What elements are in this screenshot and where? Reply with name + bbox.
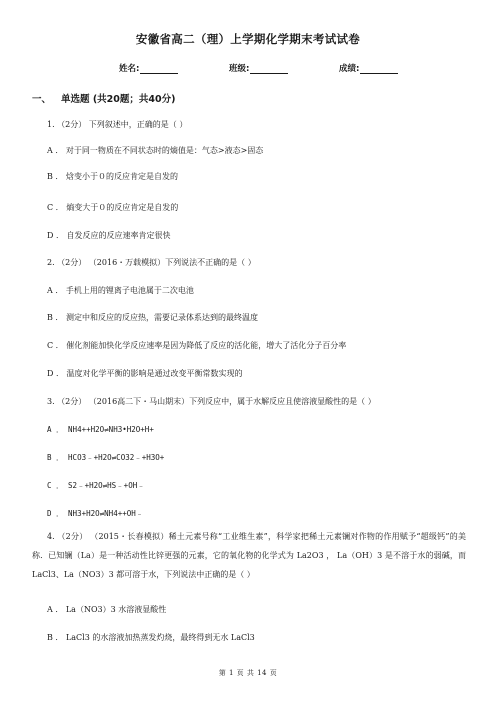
- score-blank: [360, 64, 398, 74]
- section-heading: [32, 91, 175, 105]
- q2-option-c: C ． 催化剂能加快化学反应速率是因为降低了反应的活化能，增大了活化分子百分率: [47, 341, 347, 350]
- page-title: 安徽省高二（理）上学期化学期末考试试卷: [135, 32, 361, 46]
- section-title: 单选题 (共20题；共40分): [61, 94, 176, 105]
- q3-option-a: A ． NH4++H2O⇌NH3•H2O+H+: [47, 425, 154, 434]
- q1-option-b: B ． 焓变小于０的反应肯定是自发的: [47, 172, 178, 181]
- score-label: 成绩:: [339, 64, 360, 74]
- class-field: [229, 62, 288, 74]
- name-label: 姓名:: [119, 64, 140, 74]
- class-blank: [250, 64, 288, 74]
- q2-option-d: D ． 温度对化学平衡的影响是通过改变平衡常数实现的: [47, 369, 243, 378]
- q1-option-c: C ． 熵变大于０的反应肯定是自发的: [47, 203, 179, 212]
- q3-option-c: C ． S2﹣+H2O⇌HS﹣+OH﹣: [47, 481, 145, 490]
- section-number: 一、: [32, 94, 52, 105]
- q3-option-b: B ． HCO3﹣+H2O⇌CO32﹣+H3O+: [47, 453, 165, 462]
- q2-option-b: B ． 测定中和反应的反应热，需要记录体系达到的最终温度: [47, 313, 258, 322]
- q3-option-d: D ． NH3+H2O⇌NH4++OH﹣: [47, 509, 144, 518]
- name-field: [119, 62, 178, 74]
- class-label: 班级:: [229, 64, 250, 74]
- q2-stem: 2. （2分） （2016・万载模拟）下列说法不正确的是（ ）: [47, 258, 256, 267]
- q4-stem: 4. （2分） （2015・长春模拟）稀土元素号称“工业维生素”，科学家把稀土元素镧对作物的作用赋予“超级钙”的美称．已知镧（La）是一种活动性比锌更强的元素，它的氧化物的化学式为 La2O3 ， La（OH）3 是不溶于水的弱碱，而 LaCl3、La（NO3）3 都可溶于水，下列说法中正确的是（ ）: [32, 532, 466, 579]
- q1-option-a: A ． 对于同一物质在不同状态时的熵值是：气态>液态>固态: [47, 146, 264, 155]
- score-field: [339, 62, 398, 74]
- q3-stem: 3. （2分） （2016高二下・马山期末）下列反应中，属于水解反应且使溶液显酸性的是（ ）: [47, 397, 376, 406]
- q2-option-a: A ． 手机上用的锂离子电池属于二次电池: [47, 286, 194, 295]
- page-footer: 第 1 页 共 14 页: [218, 669, 278, 677]
- q1-option-d: D ． 自发反应的反应速率肯定很快: [47, 231, 171, 240]
- q4-option-a: A ． La（NO3）3 水溶液显酸性: [47, 605, 167, 614]
- q1-stem: 1. （2分） 下列叙述中，正确的是（ ）: [47, 120, 188, 129]
- student-info-row: [0, 62, 496, 76]
- name-blank: [140, 64, 178, 74]
- q4-option-b: B ． LaCl3 的水溶液加热蒸发灼烧，最终得到无水 LaCl3: [47, 633, 255, 642]
